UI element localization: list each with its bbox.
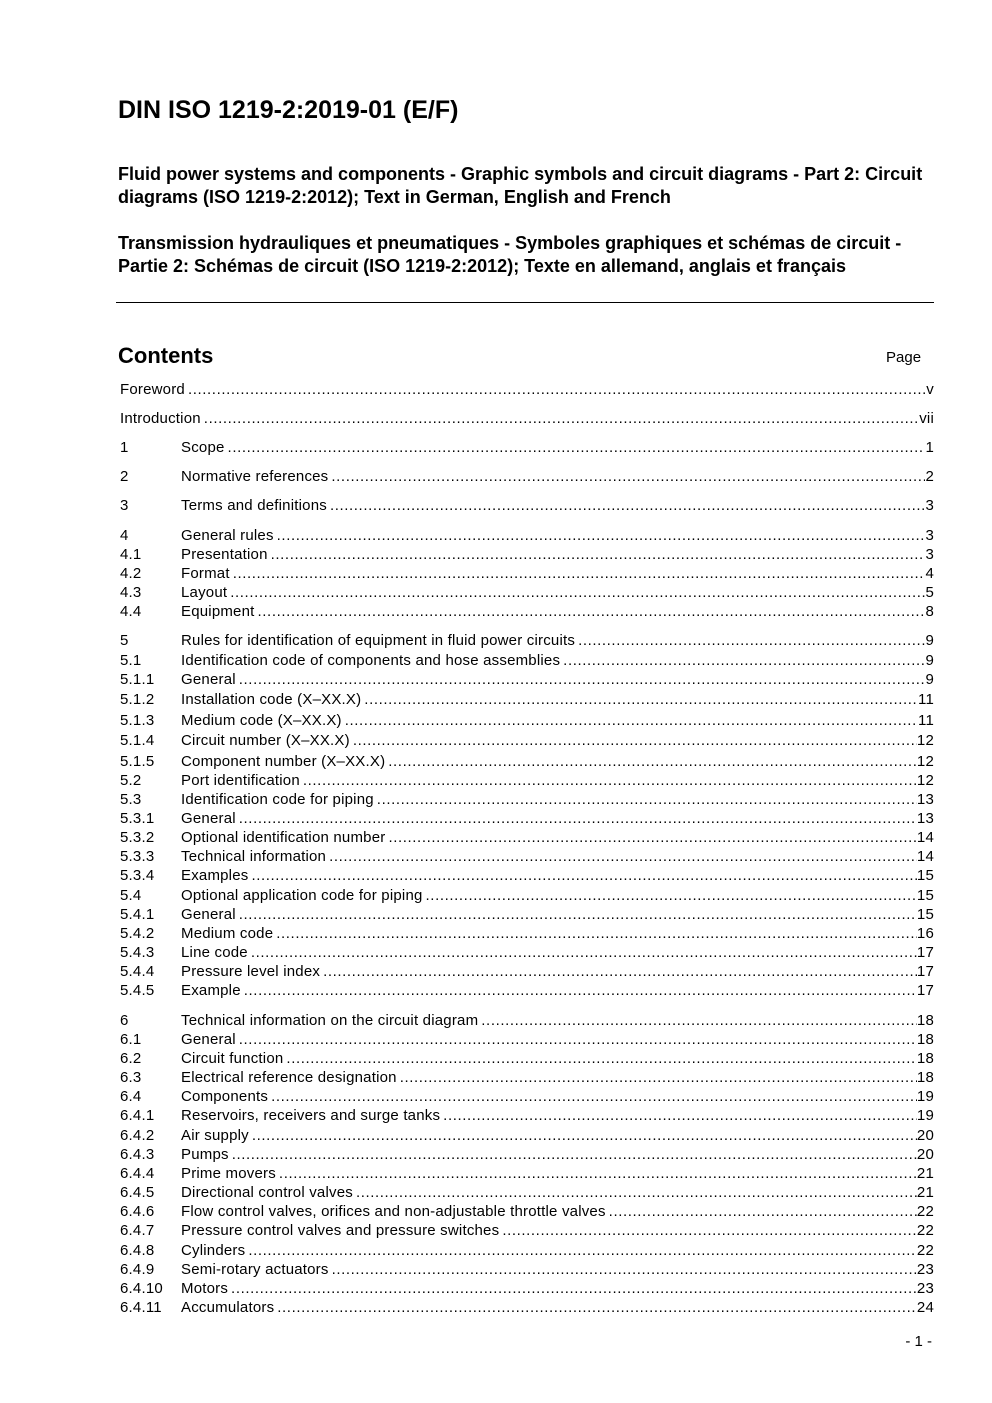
toc-entry[interactable] bbox=[120, 583, 934, 602]
toc-entry-number: 5.3.4 bbox=[120, 867, 155, 884]
toc-entry-title: Foreword bbox=[120, 381, 185, 398]
toc-entry[interactable] bbox=[120, 981, 934, 1000]
toc-entry[interactable] bbox=[120, 962, 934, 981]
toc-dot-leader bbox=[276, 924, 917, 943]
toc-entry-title: Semi-rotary actuators bbox=[181, 1261, 329, 1278]
toc-entry-title: Directional control valves bbox=[181, 1184, 353, 1201]
toc-entry-title: Port identification bbox=[181, 772, 300, 789]
toc-entry-title: Pressure level index bbox=[181, 963, 321, 980]
toc-entry[interactable] bbox=[120, 1068, 934, 1087]
toc-entry[interactable] bbox=[120, 943, 934, 962]
toc-entry-title-wrap bbox=[120, 409, 919, 428]
toc-entry-title: Optional identification number bbox=[181, 829, 386, 846]
toc-entry-number: 6.3 bbox=[120, 1069, 142, 1086]
toc-entry-number: 6.4.5 bbox=[120, 1184, 155, 1201]
toc-entry-title: Circuit number (X–XX.X) bbox=[181, 732, 350, 749]
toc-entry-number: 5.4.1 bbox=[120, 906, 155, 923]
toc-entry-page: vii bbox=[919, 410, 934, 427]
toc-entry-title-wrap bbox=[181, 1126, 917, 1145]
toc-entry-number: 6.4.3 bbox=[120, 1146, 155, 1163]
toc-dot-leader bbox=[330, 496, 926, 515]
toc-entry-title: Examples bbox=[181, 867, 249, 884]
toc-dot-leader bbox=[563, 651, 925, 670]
toc-entry[interactable] bbox=[120, 1298, 934, 1317]
toc-entry-title: Installation code (X–XX.X) bbox=[181, 691, 362, 708]
toc-entry[interactable] bbox=[120, 467, 934, 486]
toc-dot-leader bbox=[356, 1183, 917, 1202]
toc-entry-number: 5.4.4 bbox=[120, 963, 155, 980]
toc-entry-page: 14 bbox=[916, 848, 934, 865]
toc-entry-page: 18 bbox=[916, 1031, 934, 1048]
toc-entry[interactable] bbox=[120, 1106, 934, 1125]
toc-dot-leader bbox=[286, 1049, 916, 1068]
toc-entry-title: Circuit function bbox=[181, 1050, 284, 1067]
toc-entry-page: 18 bbox=[916, 1050, 934, 1067]
toc-entry-page: v bbox=[926, 381, 934, 398]
toc-entry-title: Technical information on the circuit diagram bbox=[181, 1012, 479, 1029]
toc-entry-number: 6.4.4 bbox=[120, 1165, 155, 1182]
toc-entry-title: Introduction bbox=[120, 410, 201, 427]
toc-entry-title-wrap bbox=[181, 526, 925, 545]
toc-entry-title-wrap bbox=[181, 866, 917, 885]
toc-entry-page: 18 bbox=[916, 1069, 934, 1086]
toc-entry-title-wrap bbox=[181, 1011, 917, 1030]
toc-dot-leader bbox=[332, 1260, 917, 1279]
toc-entry[interactable] bbox=[120, 631, 934, 650]
toc-entry-title-wrap bbox=[181, 1221, 917, 1240]
toc-entry-page: 15 bbox=[916, 906, 934, 923]
toc-entry-page: 3 bbox=[925, 497, 934, 514]
toc-dot-leader bbox=[443, 1106, 917, 1125]
toc-entry-title: Identification code for piping bbox=[181, 791, 374, 808]
toc-entry[interactable] bbox=[120, 545, 934, 564]
toc-entry[interactable] bbox=[120, 564, 934, 583]
toc-entry-number: 5.1.5 bbox=[120, 753, 155, 770]
toc-dot-leader bbox=[609, 1202, 917, 1221]
toc-entry-title: Example bbox=[181, 982, 241, 999]
toc-entry-page: 19 bbox=[916, 1088, 934, 1105]
toc-dot-leader bbox=[323, 962, 917, 981]
toc-entry-title: Optional application code for piping bbox=[181, 887, 423, 904]
toc-dot-leader bbox=[228, 438, 926, 457]
toc-entry-title-wrap bbox=[181, 731, 917, 750]
toc-entry-title-wrap bbox=[181, 1030, 917, 1049]
toc-entry-page: 20 bbox=[916, 1146, 934, 1163]
toc-dot-leader bbox=[331, 467, 925, 486]
toc-entry-page: 1 bbox=[925, 439, 934, 456]
toc-entry-title-wrap bbox=[181, 1145, 917, 1164]
toc-entry[interactable] bbox=[120, 1279, 934, 1298]
toc-entry-page: 17 bbox=[916, 944, 934, 961]
toc-entry-number: 3 bbox=[120, 497, 129, 514]
toc-entry[interactable] bbox=[120, 438, 934, 457]
toc-entry-page: 9 bbox=[925, 632, 934, 649]
toc-dot-leader bbox=[329, 847, 917, 866]
toc-entry[interactable] bbox=[120, 847, 934, 866]
toc-entry[interactable] bbox=[120, 790, 934, 809]
toc-entry[interactable] bbox=[120, 380, 934, 399]
toc-entry[interactable] bbox=[120, 1049, 934, 1068]
toc-entry-title-wrap bbox=[181, 771, 917, 790]
toc-entry-title-wrap bbox=[181, 981, 917, 1000]
toc-entry-number: 6.4.10 bbox=[120, 1280, 163, 1297]
toc-entry-title: Air supply bbox=[181, 1127, 249, 1144]
toc-entry-page: 11 bbox=[918, 712, 934, 729]
toc-dot-leader bbox=[388, 828, 916, 847]
toc-entry-title-wrap bbox=[181, 467, 925, 486]
toc-entry-title: Scope bbox=[181, 439, 225, 456]
toc-entry-title: Accumulators bbox=[181, 1299, 275, 1316]
toc-entry[interactable] bbox=[120, 809, 934, 828]
toc-dot-leader bbox=[277, 526, 926, 545]
toc-entry-number: 4.4 bbox=[120, 603, 142, 620]
toc-entry-number: 4.3 bbox=[120, 584, 142, 601]
toc-entry-number: 6.1 bbox=[120, 1031, 142, 1048]
toc-entry-page: 17 bbox=[916, 963, 934, 980]
toc-entry-page: 22 bbox=[916, 1222, 934, 1239]
toc-entry-number: 5.3 bbox=[120, 791, 142, 808]
toc-entry-page: 8 bbox=[925, 603, 934, 620]
toc-entry[interactable] bbox=[120, 496, 934, 515]
toc-entry-title-wrap bbox=[181, 602, 925, 621]
toc-dot-leader bbox=[481, 1011, 917, 1030]
toc-entry-title: Electrical reference designation bbox=[181, 1069, 397, 1086]
title-divider bbox=[116, 302, 934, 303]
toc-dot-leader bbox=[303, 771, 917, 790]
toc-entry-page: 23 bbox=[916, 1280, 934, 1297]
toc-entry-title-wrap bbox=[181, 438, 925, 457]
toc-entry-number: 5 bbox=[120, 632, 129, 649]
toc-entry-page: 17 bbox=[916, 982, 934, 999]
toc-entry-title-wrap bbox=[181, 752, 917, 771]
toc-entry-number: 6.2 bbox=[120, 1050, 142, 1067]
toc-entry-title-wrap bbox=[181, 943, 917, 962]
toc-dot-leader bbox=[258, 602, 926, 621]
toc-dot-leader bbox=[277, 1298, 917, 1317]
toc-entry-title: General rules bbox=[181, 527, 274, 544]
toc-entry-number: 6.4.1 bbox=[120, 1107, 155, 1124]
toc-entry-number: 5.1.2 bbox=[120, 691, 155, 708]
toc-entry-title-wrap bbox=[181, 496, 925, 515]
toc-entry-title-wrap bbox=[181, 1183, 917, 1202]
toc-dot-leader bbox=[233, 564, 926, 583]
toc-entry-number: 6.4.6 bbox=[120, 1203, 155, 1220]
toc-dot-leader bbox=[345, 711, 918, 730]
toc-entry[interactable] bbox=[120, 1183, 934, 1202]
toc-entry-number: 6.4.8 bbox=[120, 1242, 155, 1259]
toc-dot-leader bbox=[252, 1126, 917, 1145]
toc-entry-title: General bbox=[181, 1031, 236, 1048]
toc-dot-leader bbox=[244, 981, 917, 1000]
toc-entry[interactable] bbox=[120, 690, 934, 709]
toc-entry-title: General bbox=[181, 671, 236, 688]
toc-entry-title: Line code bbox=[181, 944, 248, 961]
toc-entry-page: 22 bbox=[916, 1203, 934, 1220]
toc-entry-title: Terms and definitions bbox=[181, 497, 327, 514]
toc-dot-leader bbox=[578, 631, 925, 650]
toc-entry-title: General bbox=[181, 906, 236, 923]
toc-entry[interactable] bbox=[120, 711, 934, 730]
toc-entry-number: 1 bbox=[120, 439, 129, 456]
toc-entry-title: General bbox=[181, 810, 236, 827]
toc-entry-page: 4 bbox=[925, 565, 934, 582]
toc-entry-page: 12 bbox=[916, 753, 934, 770]
toc-entry-page: 22 bbox=[916, 1242, 934, 1259]
toc-entry-title-wrap bbox=[181, 1164, 917, 1183]
toc-entry-number: 4 bbox=[120, 527, 129, 544]
toc-entry-number: 6.4.2 bbox=[120, 1127, 155, 1144]
toc-entry-title: Layout bbox=[181, 584, 228, 601]
toc-entry-title: Reservoirs, receivers and surge tanks bbox=[181, 1107, 441, 1124]
toc-entry-title-wrap bbox=[181, 1106, 917, 1125]
toc-entry-number: 5.1 bbox=[120, 652, 142, 669]
toc-entry[interactable] bbox=[120, 1241, 934, 1260]
toc-entry-title-wrap bbox=[181, 924, 917, 943]
toc-entry-number: 5.4.3 bbox=[120, 944, 155, 961]
toc-entry-page: 13 bbox=[916, 791, 934, 808]
toc-entry-page: 3 bbox=[925, 546, 934, 563]
toc-entry-page: 23 bbox=[916, 1261, 934, 1278]
toc-entry-page: 19 bbox=[916, 1107, 934, 1124]
toc-entry-title: Motors bbox=[181, 1280, 229, 1297]
toc-entry[interactable] bbox=[120, 866, 934, 885]
toc-entry-page: 12 bbox=[916, 732, 934, 749]
toc-dot-leader bbox=[239, 809, 917, 828]
toc-entry-title-wrap bbox=[120, 380, 926, 399]
toc-entry[interactable] bbox=[120, 409, 934, 428]
toc-entry[interactable] bbox=[120, 771, 934, 790]
toc-entry[interactable] bbox=[120, 828, 934, 847]
toc-entry-title-wrap bbox=[181, 847, 917, 866]
toc-entry-number: 4.1 bbox=[120, 546, 142, 563]
toc-entry-title-wrap bbox=[181, 690, 918, 709]
toc-dot-leader bbox=[204, 409, 919, 428]
toc-entry[interactable] bbox=[120, 602, 934, 621]
document-title-english: Fluid power systems and components - Graphic symbols and circuit diagrams - Part 2: Circuit diagrams (ISO 1219-2:2012); Text in German, English and French bbox=[118, 164, 923, 207]
toc-entry-page: 21 bbox=[916, 1184, 934, 1201]
toc-dot-leader bbox=[248, 1241, 917, 1260]
toc-entry-page: 13 bbox=[916, 810, 934, 827]
toc-dot-leader bbox=[377, 790, 917, 809]
toc-entry[interactable] bbox=[120, 1221, 934, 1240]
toc-dot-leader bbox=[353, 731, 917, 750]
toc-entry[interactable] bbox=[120, 731, 934, 750]
toc-entry-number: 6.4.9 bbox=[120, 1261, 155, 1278]
toc-entry-number: 5.1.3 bbox=[120, 712, 155, 729]
toc-entry-title-wrap bbox=[181, 1049, 917, 1068]
toc-entry-number: 5.4.2 bbox=[120, 925, 155, 942]
toc-entry-page: 21 bbox=[916, 1165, 934, 1182]
toc-entry-number: 5.3.1 bbox=[120, 810, 155, 827]
toc-entry-title: Medium code (X–XX.X) bbox=[181, 712, 342, 729]
toc-dot-leader bbox=[271, 1087, 917, 1106]
toc-entry-number: 6.4.11 bbox=[120, 1299, 162, 1316]
toc-entry-title-wrap bbox=[181, 1298, 917, 1317]
toc-entry-title: Presentation bbox=[181, 546, 268, 563]
toc-entry-number: 5.4.5 bbox=[120, 982, 155, 999]
toc-entry-page: 9 bbox=[925, 671, 934, 688]
toc-entry-title-wrap bbox=[181, 651, 925, 670]
toc-entry-title: Equipment bbox=[181, 603, 255, 620]
toc-entry[interactable] bbox=[120, 886, 934, 905]
toc-entry-page: 9 bbox=[925, 652, 934, 669]
toc-entry-title-wrap bbox=[181, 1087, 917, 1106]
toc-entry[interactable] bbox=[120, 1260, 934, 1279]
toc-entry[interactable] bbox=[120, 1145, 934, 1164]
toc-entry-title: Technical information bbox=[181, 848, 327, 865]
toc-entry[interactable] bbox=[120, 924, 934, 943]
toc-entry-page: 20 bbox=[916, 1127, 934, 1144]
toc-entry-number: 5.1.4 bbox=[120, 732, 155, 749]
page-column-heading: Page bbox=[886, 349, 922, 366]
toc-entry[interactable] bbox=[120, 905, 934, 924]
toc-entry-title-wrap bbox=[181, 711, 918, 730]
toc-dot-leader bbox=[232, 1145, 917, 1164]
toc-dot-leader bbox=[231, 1279, 917, 1298]
toc-entry-number: 5.2 bbox=[120, 772, 142, 789]
toc-entry-title-wrap bbox=[181, 631, 925, 650]
toc-entry-number: 6.4.7 bbox=[120, 1222, 155, 1239]
toc-dot-leader bbox=[279, 1164, 917, 1183]
toc-entry-page: 18 bbox=[916, 1012, 934, 1029]
toc-entry-title: Cylinders bbox=[181, 1242, 246, 1259]
toc-dot-leader bbox=[251, 943, 917, 962]
toc-entry-page: 16 bbox=[916, 925, 934, 942]
toc-entry[interactable] bbox=[120, 1126, 934, 1145]
toc-entry-title: Components bbox=[181, 1088, 269, 1105]
toc-entry-page: 15 bbox=[916, 867, 934, 884]
toc-entry-number: 6.4 bbox=[120, 1088, 142, 1105]
toc-entry-page: 11 bbox=[918, 691, 934, 708]
toc-dot-leader bbox=[188, 380, 926, 399]
toc-entry[interactable] bbox=[120, 1011, 934, 1030]
page-number: - 1 - bbox=[905, 1333, 932, 1350]
toc-dot-leader bbox=[364, 690, 918, 709]
toc-entry-title-wrap bbox=[181, 905, 917, 924]
document-title-french: Transmission hydrauliques et pneumatiques - Symboles graphiques et schémas de circuit - Partie 2: Schémas de circuit (ISO 1219-2:2012); Texte en allemand, anglais et français bbox=[118, 233, 902, 276]
toc-entry[interactable] bbox=[120, 526, 934, 545]
toc-entry-number: 6 bbox=[120, 1012, 129, 1029]
toc-entry-page: 3 bbox=[925, 527, 934, 544]
toc-entry-title-wrap bbox=[181, 828, 917, 847]
toc-dot-leader bbox=[251, 866, 916, 885]
toc-entry-title-wrap bbox=[181, 545, 925, 564]
toc-entry-page: 2 bbox=[925, 468, 934, 485]
toc-entry-title-wrap bbox=[181, 1260, 917, 1279]
toc-entry[interactable] bbox=[120, 752, 934, 771]
toc-entry-title: Normative references bbox=[181, 468, 329, 485]
toc-entry-page: 5 bbox=[925, 584, 934, 601]
toc-dot-leader bbox=[388, 752, 917, 771]
toc-entry-number: 5.4 bbox=[120, 887, 142, 904]
toc-entry-title-wrap bbox=[181, 670, 925, 689]
toc-entry[interactable] bbox=[120, 651, 934, 670]
toc-dot-leader bbox=[271, 545, 926, 564]
toc-entry-title-wrap bbox=[181, 1279, 917, 1298]
toc-dot-leader bbox=[230, 583, 925, 602]
toc-entry-title-wrap bbox=[181, 564, 925, 583]
toc-dot-leader bbox=[239, 670, 926, 689]
toc-entry-title: Rules for identification of equipment in fluid power circuits bbox=[181, 632, 576, 649]
toc-entry[interactable] bbox=[120, 670, 934, 689]
toc-entry-number: 5.3.3 bbox=[120, 848, 155, 865]
document-id: DIN ISO 1219-2:2019-01 (E/F) bbox=[118, 96, 459, 124]
toc-entry-page: 12 bbox=[916, 772, 934, 789]
toc-dot-leader bbox=[239, 1030, 917, 1049]
toc-entry-page: 14 bbox=[916, 829, 934, 846]
toc-entry-title-wrap bbox=[181, 1241, 917, 1260]
toc-entry-number: 5.1.1 bbox=[120, 671, 155, 688]
toc-entry[interactable] bbox=[120, 1164, 934, 1183]
toc-entry[interactable] bbox=[120, 1087, 934, 1106]
toc-entry-title: Medium code bbox=[181, 925, 274, 942]
toc-entry-title-wrap bbox=[181, 962, 917, 981]
toc-entry-title-wrap bbox=[181, 1068, 917, 1087]
toc-dot-leader bbox=[426, 886, 917, 905]
toc-entry-title-wrap bbox=[181, 809, 917, 828]
toc-entry-title-wrap bbox=[181, 1202, 917, 1221]
toc-entry-title: Identification code of components and hose assemblies bbox=[181, 652, 561, 669]
toc-entry-number: 4.2 bbox=[120, 565, 142, 582]
toc-entry-title-wrap bbox=[181, 790, 917, 809]
contents-heading: Contents bbox=[118, 343, 214, 368]
toc-entry-page: 24 bbox=[916, 1299, 934, 1316]
toc-entry-title: Flow control valves, orifices and non-adjustable throttle valves bbox=[181, 1203, 606, 1220]
toc-entry-title: Prime movers bbox=[181, 1165, 276, 1182]
toc-entry-title: Pressure control valves and pressure switches bbox=[181, 1222, 500, 1239]
toc-dot-leader bbox=[400, 1068, 917, 1087]
toc-entry[interactable] bbox=[120, 1202, 934, 1221]
toc-entry[interactable] bbox=[120, 1030, 934, 1049]
toc-entry-title: Pumps bbox=[181, 1146, 229, 1163]
toc-entry-page: 15 bbox=[916, 887, 934, 904]
toc-entry-title-wrap bbox=[181, 583, 925, 602]
toc-dot-leader bbox=[502, 1221, 917, 1240]
toc-entry-number: 5.3.2 bbox=[120, 829, 155, 846]
toc-entry-title: Format bbox=[181, 565, 230, 582]
toc-dot-leader bbox=[239, 905, 917, 924]
toc-entry-title-wrap bbox=[181, 886, 917, 905]
toc-entry-number: 2 bbox=[120, 468, 129, 485]
toc-entry-title: Component number (X–XX.X) bbox=[181, 753, 386, 770]
